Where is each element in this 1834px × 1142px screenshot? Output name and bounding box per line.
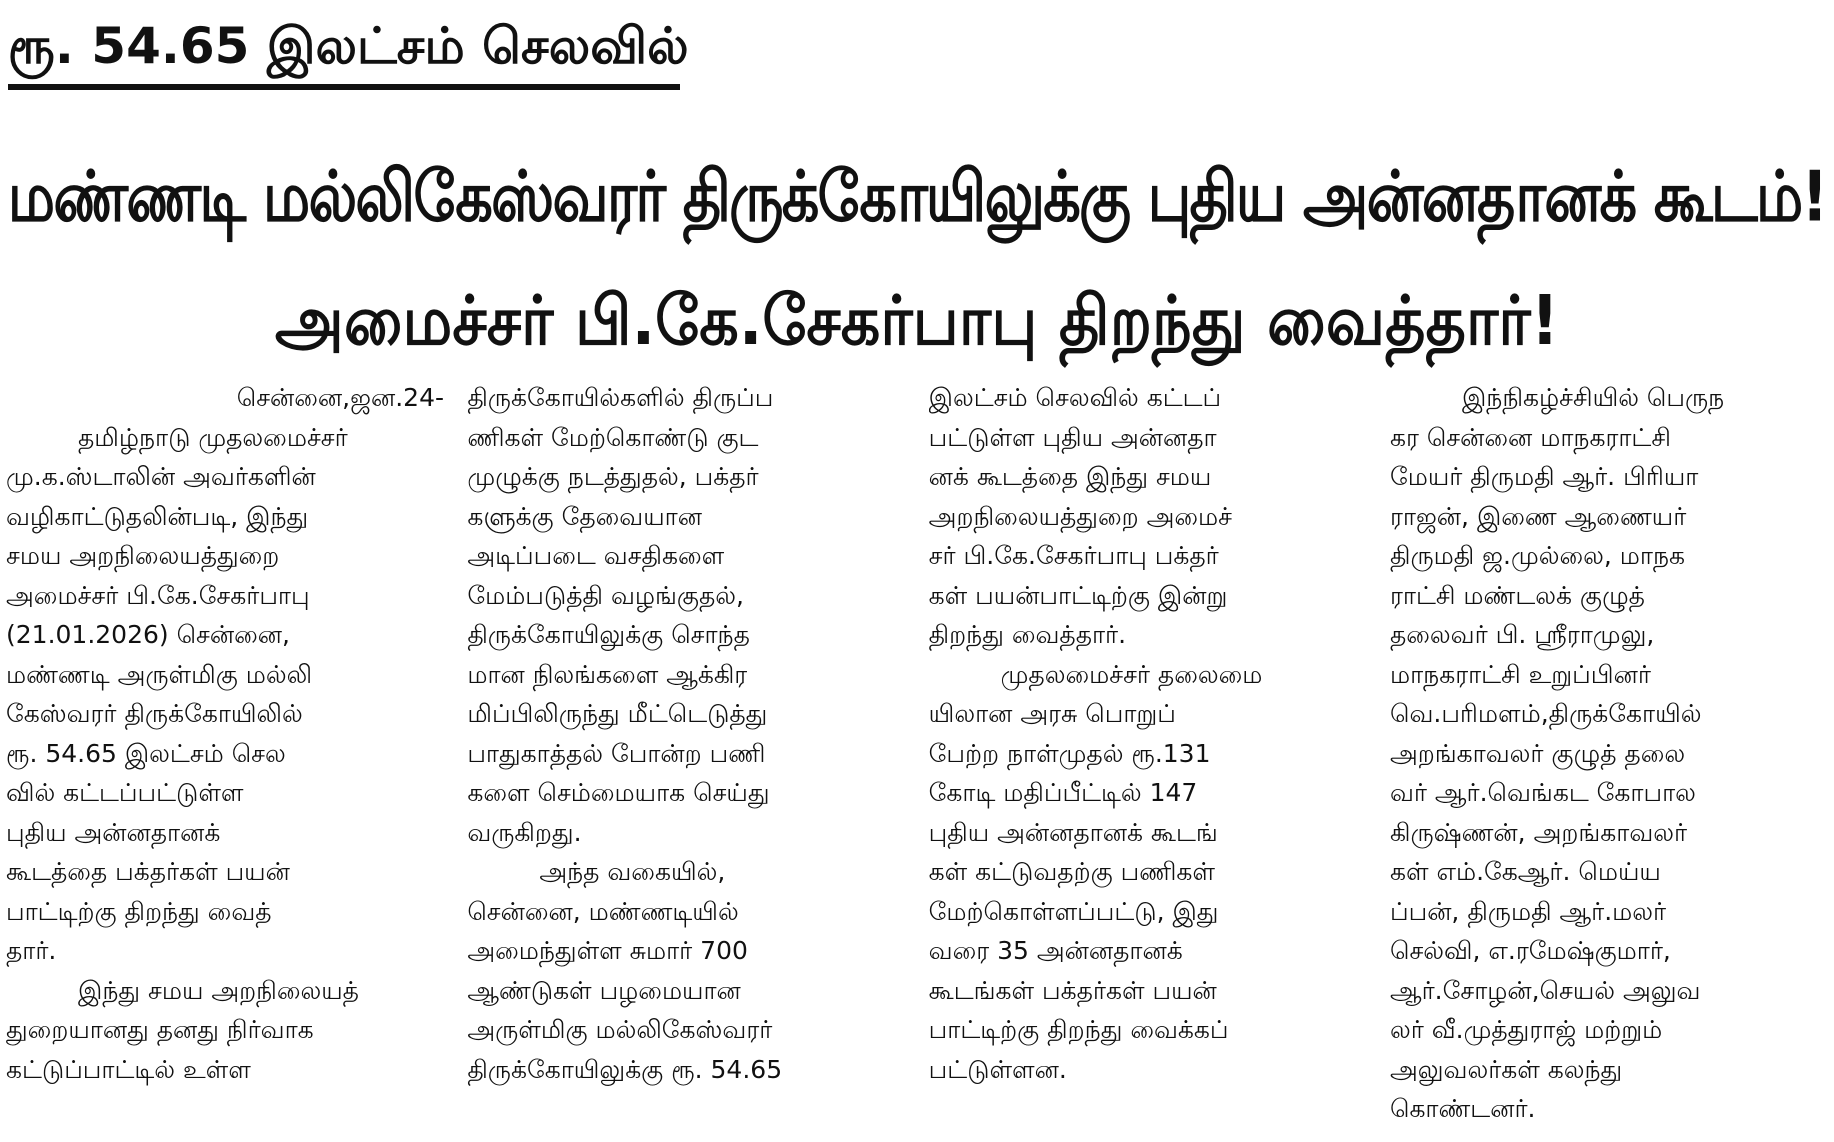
text-line: களை செம்மையாக செய்து: [467, 778, 770, 807]
text-line: கள் கட்டுவதற்கு பணிகள்: [928, 857, 1215, 886]
text-line: யிலான அரசு பொறுப்: [928, 699, 1176, 728]
text-line: பாட்டிற்கு திறந்து வைத்: [6, 896, 272, 926]
text-line: பாட்டிற்கு திறந்து வைக்கப்: [928, 1015, 1229, 1044]
text-line: மிப்பிலிருந்து மீட்டெடுத்து: [467, 699, 768, 728]
text-line: லர் வீ.முத்துராஜ் மற்றும்: [1389, 1015, 1663, 1044]
text-line: கோடி மதிப்பீட்டில் 147: [928, 778, 1198, 807]
text-line: பட்டுள்ளன.: [928, 1054, 1067, 1084]
text-line: கர சென்னை மாநகராட்சி: [1389, 422, 1671, 452]
text-line: ணிகள் மேற்கொண்டு குட: [467, 422, 759, 452]
kicker-underline: [8, 84, 680, 90]
text-line: வழிகாட்டுதலின்படி, இந்து: [6, 501, 309, 531]
text-line: ராஜன், இணை ஆணையர்: [1389, 501, 1687, 531]
text-line: தமிழ்நாடு முதலமைச்சர்: [78, 422, 348, 452]
text-line: முதலமைச்சர் தலைமை: [1000, 659, 1263, 689]
text-line: ராட்சி மண்டலக் குழுத்: [1389, 580, 1645, 610]
text-line: கூடத்தை பக்தர்கள் பயன்: [6, 857, 290, 886]
text-line: கேஸ்வரர் திருக்கோயிலில்: [6, 699, 303, 728]
text-line: திருக்கோயில்களில் திருப்ப: [467, 383, 774, 412]
text-line: சமய அறநிலையத்துறை: [6, 541, 280, 570]
text-line: ரூ. 54.65 இலட்சம் செல: [6, 738, 286, 768]
text-line: சர் பி.கே.சேகர்பாபு பக்தர்: [928, 541, 1219, 570]
text-line: அமைந்துள்ள சுமார் 700: [467, 936, 748, 965]
text-line: மண்ணடி அருள்மிகு மல்லி: [6, 659, 313, 689]
text-line: திருக்கோயிலுக்கு ரூ. 54.65: [467, 1054, 783, 1084]
text-line: கள் பயன்பாட்டிற்கு இன்று: [928, 580, 1228, 610]
text-line: தார்.: [6, 936, 57, 965]
text-line: பாதுகாத்தல் போன்ற பணி: [467, 738, 766, 768]
text-line: மேயர் திருமதி ஆர். பிரியா: [1389, 462, 1699, 491]
text-line: அமைச்சர் பி.கே.சேகர்பாபு: [6, 580, 310, 610]
text-line: புதிய அன்னதானக் கூடங்: [928, 817, 1218, 847]
text-line: வெ.பரிமளம்,திருக்கோயில்: [1389, 699, 1702, 728]
text-line: அறங்காவலர் குழுத் தலை: [1389, 738, 1686, 768]
text-line: சென்னை, மண்ணடியில்: [467, 896, 739, 926]
text-line: மான நிலங்களை ஆக்கிர: [467, 659, 748, 689]
text-line: ஆண்டுகள் பழமையான: [467, 975, 741, 1005]
text-line: கிருஷ்ணன், அறங்காவலர்: [1389, 817, 1688, 847]
text-line: கூடங்கள் பக்தர்கள் பயன்: [928, 975, 1217, 1005]
text-line: துறையானது தனது நிர்வாக: [6, 1015, 314, 1044]
text-line: அருள்மிகு மல்லிகேஸ்வரர்: [467, 1015, 773, 1044]
text-line: வர் ஆர்.வெங்கட கோபால: [1389, 778, 1696, 807]
article-column-2: [467, 378, 905, 1140]
text-line: கள் எம்.கேஆர். மெய்ய: [1389, 857, 1661, 886]
article-column-4: [1390, 378, 1828, 1140]
text-line: கட்டுப்பாட்டில் உள்ள: [6, 1054, 251, 1084]
text-line: மேற்கொள்ளப்பட்டு, இது: [928, 896, 1219, 926]
dateline: சென்னை,ஜன.24-: [236, 383, 444, 412]
article-column-3: [929, 378, 1367, 1140]
text-line: திருமதி ஜ.முல்லை, மாநக: [1389, 541, 1686, 570]
text-line: முழுக்கு நடத்துதல், பக்தர்: [467, 462, 759, 491]
text-line: (21.01.2026) சென்னை,: [6, 620, 290, 649]
text-line: கொண்டனர்.: [1389, 1094, 1536, 1123]
kicker-heading: ரூ. 54.65 இலட்சம் செலவில்: [8, 17, 689, 75]
text-line: களுக்கு தேவையான: [467, 501, 702, 531]
text-line: வில் கட்டப்பட்டுள்ள: [6, 778, 244, 807]
text-line: அலுவலர்கள் கலந்து: [1389, 1054, 1623, 1084]
text-line: பட்டுள்ள புதிய அன்னதா: [928, 422, 1217, 452]
text-line: அடிப்படை வசதிகளை: [467, 541, 725, 570]
text-line: தலைவர் பி. ஸ்ரீராமுலு,: [1389, 620, 1655, 649]
text-line: புதிய அன்னதானக்: [6, 817, 221, 847]
sub-headline: அமைச்சர் பி.கே.சேகர்பாபு திறந்து வைத்தார்!: [274, 280, 1560, 361]
article-body: [6, 378, 1828, 1140]
text-line: அந்த வகையில்,: [539, 857, 726, 886]
text-line: வருகிறது.: [467, 817, 582, 847]
text-line: திருக்கோயிலுக்கு சொந்த: [467, 620, 750, 649]
text-line: மேம்படுத்தி வழங்குதல்,: [467, 580, 744, 610]
text-line: இந்து சமய அறநிலையத்: [78, 975, 359, 1005]
text-line: இந்நிகழ்ச்சியில் பெருந: [1461, 383, 1725, 412]
text-line: ஆர்.சோழன்,செயல் அலுவ: [1389, 975, 1701, 1005]
text-line: வரை 35 அன்னதானக்: [928, 936, 1183, 965]
main-headline: மண்ணடி மல்லிகேஸ்வரர் திருக்கோயிலுக்கு புதிய அன்னதானக் கூடம்!: [7, 155, 1827, 237]
text-line: இலட்சம் செலவில் கட்டப்: [928, 383, 1222, 412]
text-line: னக் கூடத்தை இந்து சமய: [928, 462, 1212, 491]
text-line: அறநிலையத்துறை அமைச்: [928, 501, 1232, 531]
text-line: ப்பன், திருமதி ஆர்.மலர்: [1389, 896, 1667, 926]
article-column-1: [6, 378, 444, 1140]
text-line: செல்வி, எ.ரமேஷ்குமார்,: [1389, 936, 1671, 965]
text-line: மு.க.ஸ்டாலின் அவர்களின்: [6, 462, 316, 491]
text-line: மாநகராட்சி உறுப்பினர்: [1389, 659, 1651, 689]
text-line: பேற்ற நாள்முதல் ரூ.131: [928, 738, 1211, 768]
text-line: திறந்து வைத்தார்.: [928, 620, 1127, 649]
